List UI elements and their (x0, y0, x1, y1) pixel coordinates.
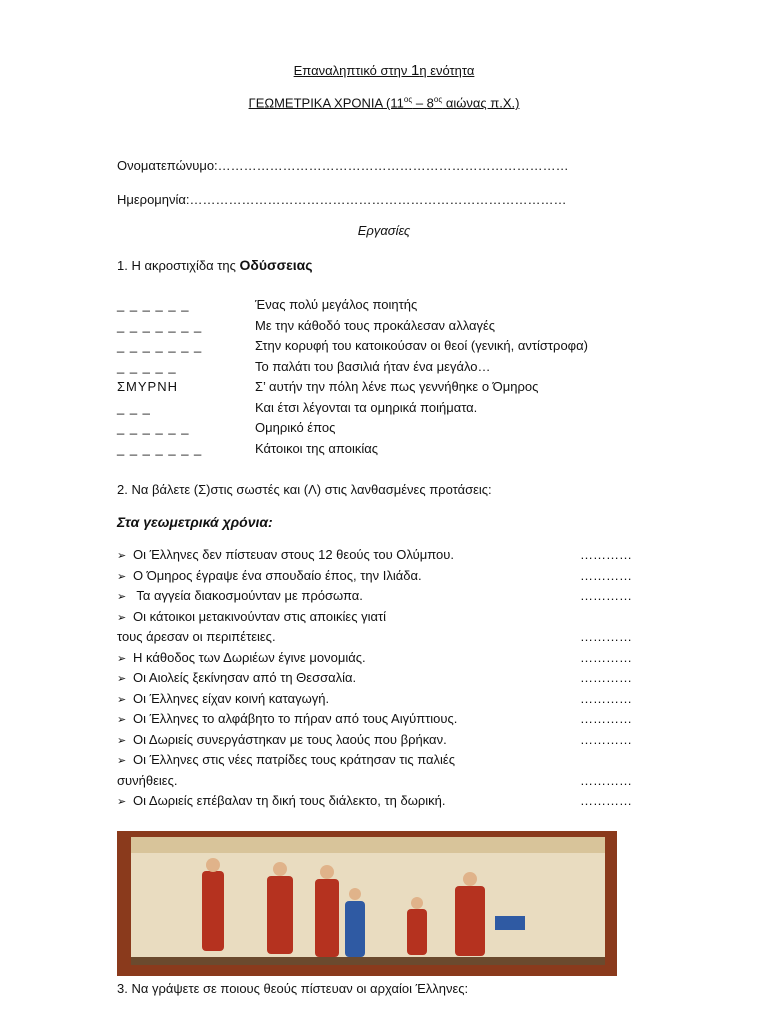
acrostic-clue: Το παλάτι του βασιλιά ήταν ένα μεγάλο… (255, 359, 491, 374)
date-field[interactable]: Ημερομηνία:…………………………………………………………………………… (117, 192, 567, 207)
answer-blank[interactable]: ………… (580, 773, 632, 788)
figure-3 (315, 879, 339, 957)
acrostic-clue: Στην κορυφή του κατοικούσαν οι θεοί (γενική, αντίστροφα) (255, 338, 588, 353)
arrow-bullet-icon: ➢ (117, 735, 127, 747)
figure-1 (202, 871, 224, 951)
statement-item (117, 568, 422, 583)
acrostic-blank[interactable]: ΣΜΥΡΝΗ (117, 379, 178, 394)
answer-blank[interactable]: ………… (580, 650, 632, 665)
arrow-bullet-icon: ➢ (117, 694, 127, 706)
acrostic-blank[interactable]: _ _ _ _ _ _ _ (117, 441, 203, 456)
answer-blank[interactable]: ………… (580, 588, 632, 603)
statement-item (117, 588, 363, 603)
figure-4 (345, 901, 365, 957)
statement-item (117, 752, 455, 767)
statement-item (117, 609, 386, 624)
task-2-subheading: Στα γεωμετρικά χρόνια: (117, 514, 273, 530)
statement-item (117, 547, 454, 562)
answer-blank[interactable]: ………… (580, 732, 632, 747)
answer-blank[interactable]: ………… (580, 547, 632, 562)
page-subtitle: ΓΕΩΜΕΤΡΙΚΑ ΧΡΟΝΙΑ ($11^{o\varsigma} - 8^{o\varsigma}$ αιώνας π.Χ.) (248, 95, 520, 111)
page-title: Επαναληπτικό στην 1η ενότητα (293, 62, 475, 79)
statement-text: Η κάθοδος των Δωριέων έγινε μονομιάς. (133, 650, 366, 665)
statement-text: Οι Έλληνες είχαν κοινή καταγωγή. (133, 691, 330, 706)
answer-blank[interactable]: ………… (580, 711, 632, 726)
ancient-painting-image (117, 831, 617, 976)
task-3-heading: 3. Να γράψετε σε ποιους θεούς πίστευαν οι αρχαίοι Έλληνες: (117, 981, 469, 996)
acrostic-clue: Με την κάθοδό τους προκάλεσαν αλλαγές (255, 318, 496, 333)
statement-item (117, 711, 457, 726)
acrostic-clue: Ομηρικό έπος (255, 420, 336, 435)
arrow-bullet-icon: ➢ (117, 796, 127, 808)
figure-2 (267, 876, 293, 954)
acrostic-clue: Κάτοικοι της αποικίας (255, 441, 378, 456)
statement-text: Οι Έλληνες στις νέες πατρίδες τους κράτησαν τις παλιές (133, 752, 455, 767)
statement-item (117, 793, 446, 808)
statement-text: Οι κάτοικοι μετακινούνταν στις αποικίες γιατί (133, 609, 386, 624)
arrow-bullet-icon: ➢ (117, 714, 127, 726)
figure-6 (455, 886, 485, 956)
answer-blank[interactable]: ………… (580, 568, 632, 583)
name-field[interactable]: Ονοματεπώνυμο:……………………………………………………………………… (117, 158, 569, 173)
acrostic-clue: Ένας πολύ μεγάλος ποιητής (255, 297, 418, 312)
arrow-bullet-icon: ➢ (117, 755, 127, 767)
answer-blank[interactable]: ………… (580, 793, 632, 808)
acrostic-clue: Σ’ αυτήν την πόλη λένε πως γεννήθηκε ο Όμηρος (255, 379, 539, 394)
answer-blank[interactable]: ………… (580, 670, 632, 685)
painting-ground (131, 957, 605, 965)
painting-illustration (117, 831, 617, 976)
statement-text: Ο Όμηρος έγραψε ένα σπουδαίο έπος, την Ιλιάδα. (133, 568, 422, 583)
statement-item (117, 691, 329, 706)
acrostic-clue: Και έτσι λέγονται τα ομηρικά ποιήματα. (255, 400, 478, 415)
acrostic-blank[interactable]: _ _ _ _ _ _ _ (117, 338, 203, 353)
statement-text: Οι Δωριείς επέβαλαν τη δική τους διάλεκτο, τη δωρική. (133, 793, 446, 808)
statement-text: Τα αγγεία διακοσμούνταν με πρόσωπα. (133, 588, 363, 603)
arrow-bullet-icon: ➢ (117, 591, 127, 603)
arrow-bullet-icon: ➢ (117, 550, 127, 562)
task-1-heading: 1. Η ακροστιχίδα της Οδύσσειας (117, 257, 313, 273)
statement-text: Οι Αιολείς ξεκίνησαν από τη Θεσσαλία. (133, 670, 357, 685)
figure-5 (407, 909, 427, 955)
statement-text: Οι Δωριείς συνεργάστηκαν με τους λαούς που βρήκαν. (133, 732, 447, 747)
statement-text-continued: συνήθειες. (117, 773, 178, 788)
statement-text: Οι Έλληνες δεν πίστευαν στους 12 θεούς του Ολύμπου. (133, 547, 454, 562)
statement-text-continued: τους άρεσαν οι περιπέτειες. (117, 629, 276, 644)
answer-blank[interactable]: ………… (580, 629, 632, 644)
arrow-bullet-icon: ➢ (117, 612, 127, 624)
statement-item (117, 732, 447, 747)
task-2-heading: 2. Να βάλετε (Σ)στις σωστές και (Λ) στις λανθασμένες προτάσεις: (117, 482, 492, 497)
painting-bench (495, 916, 525, 930)
acrostic-blank[interactable]: _ _ _ _ _ _ (117, 297, 190, 312)
painting-inscription-band (131, 837, 605, 853)
acrostic-blank[interactable]: _ _ _ _ _ (117, 359, 177, 374)
acrostic-blank[interactable]: _ _ _ _ _ _ _ (117, 318, 203, 333)
acrostic-blank[interactable]: _ _ _ (117, 400, 151, 415)
answer-blank[interactable]: ………… (580, 691, 632, 706)
arrow-bullet-icon: ➢ (117, 653, 127, 665)
statement-text: Οι Έλληνες το αλφάβητο το πήραν από τους Αιγύπτιους. (133, 711, 458, 726)
statement-item (117, 670, 356, 685)
arrow-bullet-icon: ➢ (117, 673, 127, 685)
section-heading: Εργασίες (357, 223, 411, 238)
acrostic-blank[interactable]: _ _ _ _ _ _ (117, 420, 190, 435)
statement-item (117, 650, 366, 665)
arrow-bullet-icon: ➢ (117, 571, 127, 583)
